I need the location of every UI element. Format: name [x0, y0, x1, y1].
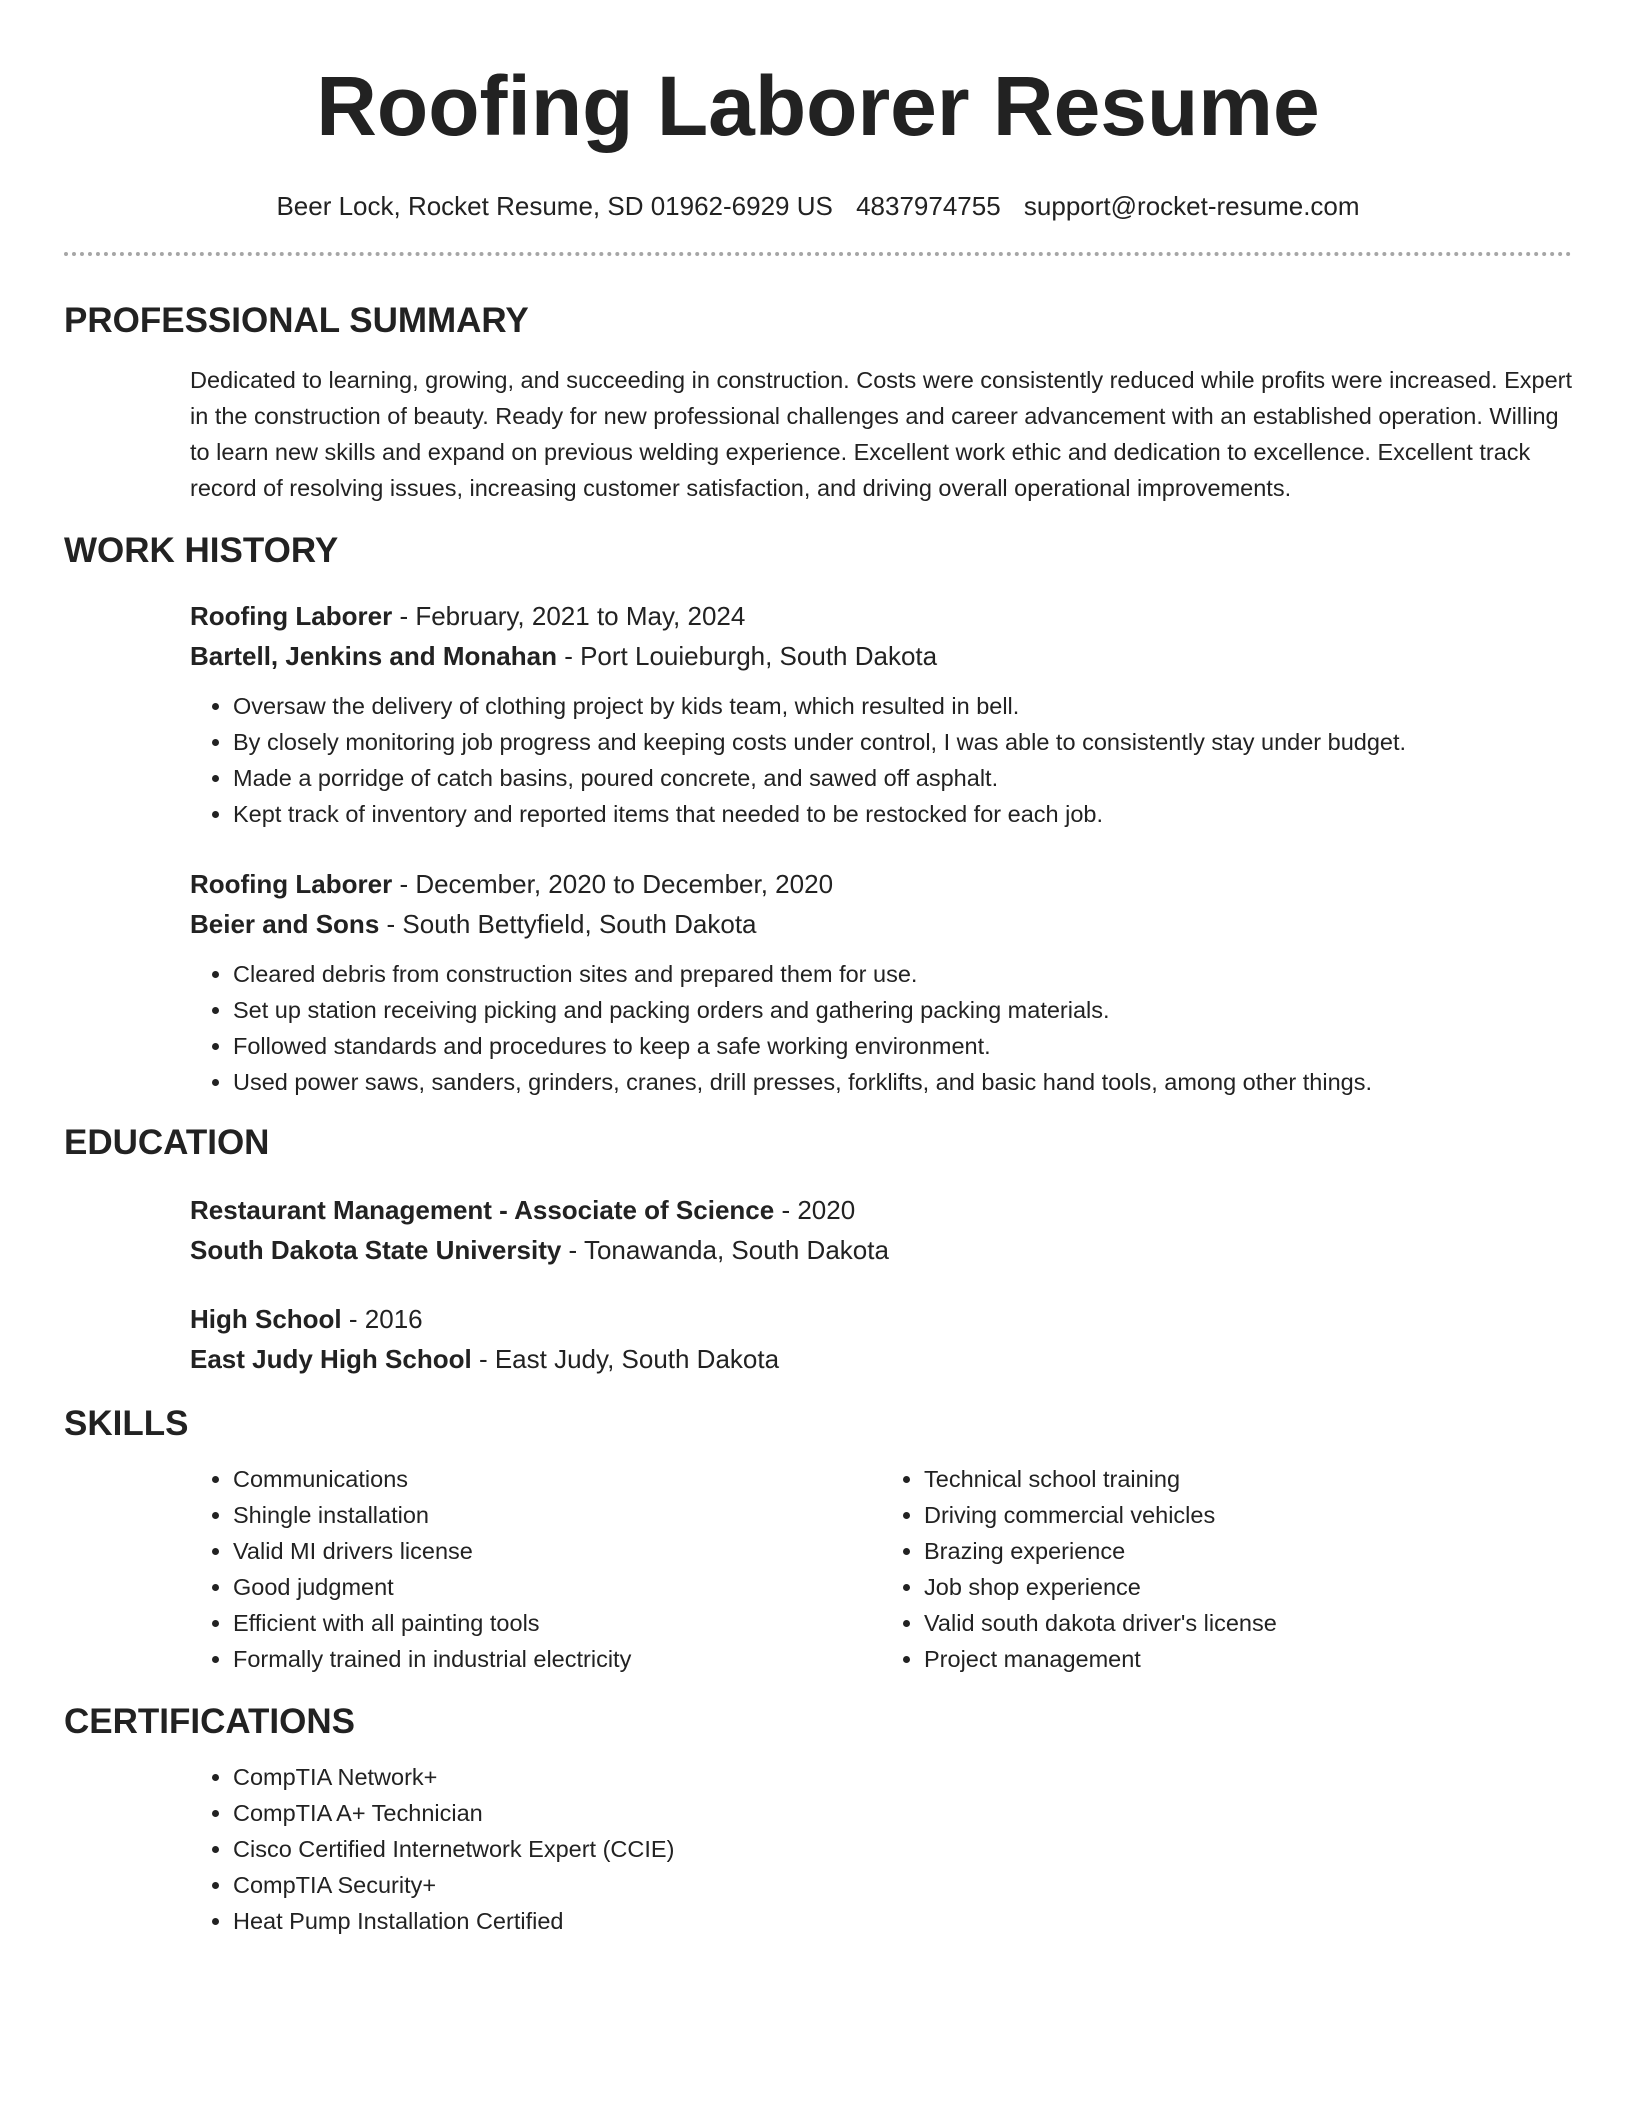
- list-item: • Technical school training: [924, 1461, 1572, 1497]
- list-item: • CompTIA Network+: [233, 1759, 1572, 1795]
- header-divider: [64, 252, 1572, 256]
- list-item: • Job shop experience: [924, 1569, 1572, 1605]
- certifications-block: [190, 1759, 1572, 1939]
- skills-list-right: [881, 1461, 1572, 1677]
- job-location: - South Bettyfield, South Dakota: [379, 909, 757, 939]
- list-item: • Cleared debris from construction sites and prepared them for use.: [233, 956, 1572, 992]
- education-year: - 2020: [774, 1195, 856, 1225]
- education-entry-1: [190, 1190, 1572, 1270]
- job-bullets: [190, 688, 1572, 832]
- contact-line: [64, 190, 1572, 222]
- job-bullets: [190, 956, 1572, 1100]
- job-company: Bartell, Jenkins and Monahan: [190, 641, 557, 671]
- list-item: • Made a porridge of catch basins, poured concrete, and sawed off asphalt.: [233, 760, 1572, 796]
- job-dates: - December, 2020 to December, 2020: [392, 869, 834, 899]
- list-item: • CompTIA A+ Technician: [233, 1795, 1572, 1831]
- list-item: • CompTIA Security+: [233, 1867, 1572, 1903]
- job-entry-2: [190, 864, 1572, 1100]
- job-title: Roofing Laborer: [190, 869, 393, 899]
- contact-email: support@rocket-resume.com: [1023, 191, 1360, 221]
- job-company: Beier and Sons: [190, 909, 380, 939]
- certifications-heading: CERTIFICATIONS: [64, 1702, 356, 1741]
- list-item: • Used power saws, sanders, grinders, cranes, drill presses, forklifts, and basic hand tools, among other things.: [233, 1064, 1572, 1100]
- education-degree: High School: [190, 1304, 342, 1334]
- summary-heading: PROFESSIONAL SUMMARY: [64, 301, 529, 340]
- job-dates: - February, 2021 to May, 2024: [392, 601, 746, 631]
- education-entry-2: [190, 1299, 1572, 1379]
- job-title: Roofing Laborer: [190, 601, 393, 631]
- resume-title: Roofing Laborer Resume: [316, 59, 1320, 153]
- list-item: • Formally trained in industrial electricity: [233, 1641, 881, 1677]
- education-year: - 2016: [341, 1304, 423, 1334]
- education-location: - Tonawanda, South Dakota: [561, 1235, 889, 1265]
- education-heading: EDUCATION: [64, 1123, 270, 1162]
- job-company-line: [190, 904, 1572, 944]
- list-item: • Valid MI drivers license: [233, 1533, 881, 1569]
- job-company-line: [190, 636, 1572, 676]
- list-item: • Kept track of inventory and reported items that needed to be restocked for each job.: [233, 796, 1572, 832]
- list-item: • Set up station receiving picking and packing orders and gathering packing materials.: [233, 992, 1572, 1028]
- work-history-heading: WORK HISTORY: [64, 531, 339, 570]
- education-degree-line: [190, 1190, 1572, 1230]
- job-title-line: [190, 596, 1572, 636]
- list-item: • By closely monitoring job progress and keeping costs under control, I was able to consistently stay under budget.: [233, 724, 1572, 760]
- job-entry-1: [190, 596, 1572, 832]
- list-item: • Shingle installation: [233, 1497, 881, 1533]
- education-school-line: [190, 1230, 1572, 1270]
- resume-page: [64, 0, 1572, 1939]
- contact-phone: 4837974755: [856, 191, 1001, 221]
- education-school-line: [190, 1339, 1572, 1379]
- education-degree: Restaurant Management - Associate of Science: [190, 1195, 775, 1225]
- list-item: • Efficient with all painting tools: [233, 1605, 881, 1641]
- summary-text: Dedicated to learning, growing, and succeeding in construction. Costs were consistently reduced while profits were increased. Expert in the construction of beauty. Ready for new professional challenges and career advancement with an established operation. Willing to learn new skills and expand on previous welding experience. Excellent work ethic and dedication to excellence. Excellent track record of resolving issues, increasing customer satisfaction, and driving overall operational improvements.: [190, 367, 1573, 501]
- list-item: • Brazing experience: [924, 1533, 1572, 1569]
- certifications-list: [190, 1759, 1572, 1939]
- skills-grid: [190, 1461, 1572, 1677]
- education-school: East Judy High School: [190, 1344, 472, 1374]
- list-item: • Oversaw the delivery of clothing project by kids team, which resulted in bell.: [233, 688, 1572, 724]
- skills-heading: SKILLS: [64, 1404, 189, 1443]
- list-item: • Project management: [924, 1641, 1572, 1677]
- skills-list-left: [190, 1461, 881, 1677]
- job-title-line: [190, 864, 1572, 904]
- education-school: South Dakota State University: [190, 1235, 562, 1265]
- education-degree-line: [190, 1299, 1572, 1339]
- education-location: - East Judy, South Dakota: [471, 1344, 780, 1374]
- list-item: • Valid south dakota driver's license: [924, 1605, 1572, 1641]
- contact-address: Beer Lock, Rocket Resume, SD 01962-6929 US: [276, 191, 833, 221]
- list-item: • Driving commercial vehicles: [924, 1497, 1572, 1533]
- list-item: • Communications: [233, 1461, 881, 1497]
- list-item: • Heat Pump Installation Certified: [233, 1903, 1572, 1939]
- list-item: • Cisco Certified Internetwork Expert (CCIE): [233, 1831, 1572, 1867]
- list-item: • Followed standards and procedures to keep a safe working environment.: [233, 1028, 1572, 1064]
- job-location: - Port Louieburgh, South Dakota: [556, 641, 938, 671]
- list-item: • Good judgment: [233, 1569, 881, 1605]
